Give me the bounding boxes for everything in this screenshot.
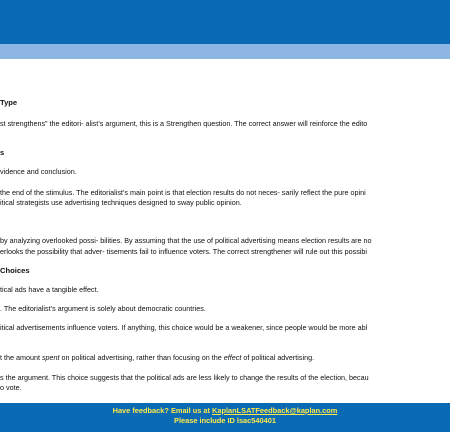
question-type-heading: Type xyxy=(0,98,18,107)
feedback-line xyxy=(0,406,450,416)
answer-choice-explanation: o vote. xyxy=(0,383,22,392)
stimulus-text-line: itical strategists use advertising techniques designed to sway public opinion. xyxy=(0,198,242,207)
prephrase-text-line: by analyzing overlooked possi- bilities. By assuming that the use of political advertising means election results are no xyxy=(0,236,372,245)
choice-d-text: of political advertising. xyxy=(241,353,315,362)
answer-choice-explanation: tical ads have a tangible effect. xyxy=(0,285,99,294)
feedback-id-line: Please include ID lsac540401 xyxy=(174,416,276,425)
answer-choices-heading: Choices xyxy=(0,266,30,275)
stimulus-heading: s xyxy=(0,148,5,157)
choice-d-emphasis: effect xyxy=(223,353,242,362)
feedback-footer xyxy=(0,403,450,432)
feedback-email-link[interactable]: KaplanLSATFeedback@kaplan.com xyxy=(212,406,338,415)
feedback-prefix: Have feedback? Email us at xyxy=(112,406,213,415)
answer-choice-explanation: . The editorialist’s argument is solely about democratic countries. xyxy=(0,304,206,313)
answer-choice-explanation: s the argument. This choice suggests that the political ads are less likely to change the results of the election, becau xyxy=(0,373,369,382)
choice-d-text: on political advertising, rather than focusing on the xyxy=(59,353,224,362)
stimulus-text-line: vidence and conclusion. xyxy=(0,167,77,176)
choice-d-text: t the amount xyxy=(0,353,42,362)
answer-choice-explanation xyxy=(0,353,314,363)
prephrase-text-line: erlooks the possibility that adver- tisements fail to influence voters. The correct strengthener will rule out this possibi xyxy=(0,247,368,256)
sub-header-bar xyxy=(0,44,450,59)
explanation-panel xyxy=(0,59,450,403)
choice-d-emphasis: spent xyxy=(41,353,60,362)
answer-choice-explanation: itical advertisements influence voters. If anything, this choice would be a weakener, since people would be more abl xyxy=(0,323,368,332)
question-type-text: st strengthens” the editori- alist’s argument, this is a Strengthen question. The correct answer will reinforce the edito xyxy=(0,119,368,128)
top-header-bar xyxy=(0,0,450,44)
stimulus-text-line: the end of the stimulus. The editorialist’s main point is that election results do not neces- sarily reflect the pure opini xyxy=(0,188,366,197)
